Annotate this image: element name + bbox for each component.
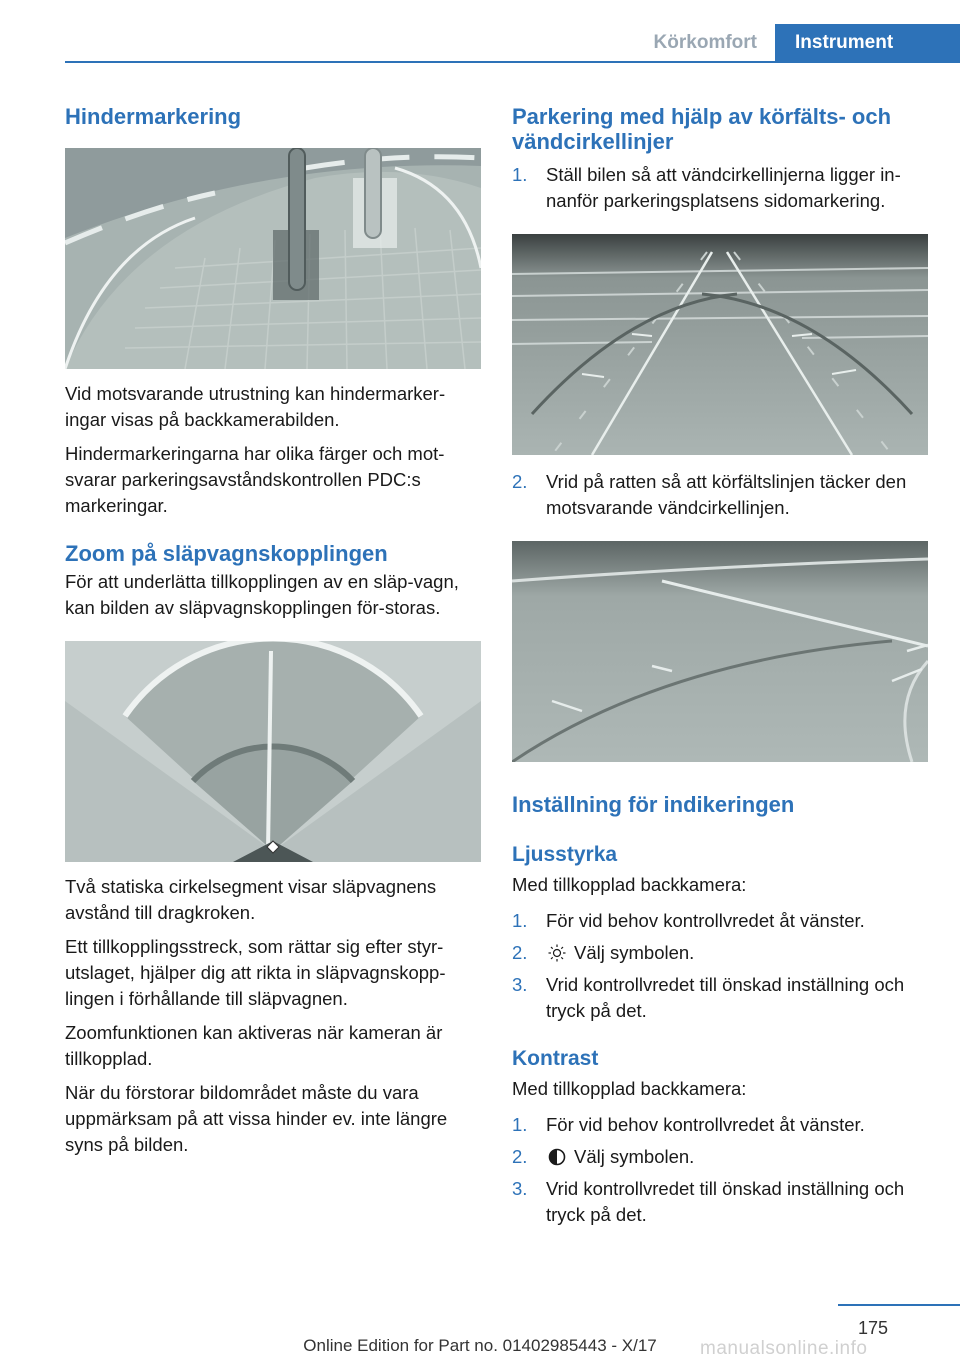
step-text: För vid behov kontrollvredet åt vänster. (546, 910, 865, 931)
list-item (512, 1112, 928, 1138)
step-text: Ställ bilen så att vändcirkellinjerna ligger in-nanför parkeringsplatsens sidomarkering. (546, 164, 901, 211)
trailer-coupling-zoom-figure (65, 641, 481, 862)
list-item (512, 1176, 928, 1228)
section-title-hindermarkering: Hindermarkering (65, 104, 242, 129)
section-title-installning: Inställning för indikeringen (512, 792, 795, 817)
paragraph: Med tillkopplad backkamera: (512, 1078, 747, 1099)
list-item (512, 469, 928, 521)
right-column (512, 100, 928, 1228)
brightness-steps (512, 908, 928, 1024)
step-text: Vrid på ratten så att körfältslinjen täcker den motsvarande vändcirkellinjen. (546, 471, 907, 518)
list-item (512, 1144, 928, 1170)
step-text: Vrid kontrollvredet till önskad inställning och tryck på det. (546, 974, 905, 1021)
tab-instrument[interactable]: Instrument (775, 24, 960, 62)
step-number: 3. (512, 1178, 528, 1199)
list-item (512, 972, 928, 1024)
step-text: Välj symbolen. (574, 1146, 695, 1167)
paragraph: Med tillkopplad backkamera: (512, 874, 747, 895)
step-number: 2. (512, 942, 528, 963)
lane-line-figure (512, 541, 928, 762)
parking-steps-cont (512, 469, 928, 521)
tab-korkomfort[interactable]: Körkomfort (653, 32, 757, 53)
footer-rule (838, 1304, 960, 1306)
obstacle-marking-figure (65, 148, 481, 369)
step-number: 2. (512, 471, 528, 492)
header-rule (65, 61, 960, 63)
subsection-title-ljusstyrka: Ljusstyrka (512, 843, 618, 866)
parking-steps (512, 162, 928, 214)
contrast-steps (512, 1112, 928, 1228)
step-text: För vid behov kontrollvredet åt vänster. (546, 1114, 865, 1135)
step-number: 2. (512, 1146, 528, 1167)
paragraph: Vid motsvarande utrustning kan hindermarker-ingar visas på backkamerabilden. (65, 383, 446, 430)
edition-footer: Online Edition for Part no. 01402985443 - X/17 (303, 1336, 657, 1355)
paragraph: När du förstorar bildområdet måste du vara uppmärksam på att vissa hinder ev. inte längre syns på bilden. (65, 1082, 448, 1155)
section-title-parkering: Parkering med hjälp av körfälts- och vändcirkellinjer (512, 104, 892, 154)
left-column (65, 100, 481, 1158)
contrast-icon (548, 1148, 566, 1166)
step-text: Välj symbolen. (574, 942, 695, 963)
list-item (512, 940, 928, 966)
step-number: 3. (512, 974, 528, 995)
section-title-zoom: Zoom på släpvagnskopplingen (65, 541, 388, 566)
list-item (512, 162, 928, 214)
paragraph: Ett tillkopplingsstreck, som rättar sig efter styr-utslaget, hjälper dig att rikta in släpvagnskopp-lingen i förhållande till släpvagnen. (65, 936, 446, 1009)
step-number: 1. (512, 1114, 528, 1135)
watermark-text: manualsonline.info (700, 1338, 868, 1359)
paragraph: Zoomfunktionen kan aktiveras när kameran är tillkopplad. (65, 1022, 443, 1069)
paragraph: För att underlätta tillkopplingen av en släp-vagn, kan bilden av släpvagnskopplingen för-storas. (65, 571, 459, 618)
step-text: Vrid kontrollvredet till önskad inställning och tryck på det. (546, 1178, 905, 1225)
turning-circle-lines-figure (512, 234, 928, 455)
step-number: 1. (512, 910, 528, 931)
step-number: 1. (512, 164, 528, 185)
list-item (512, 908, 928, 934)
page-number: 175 (858, 1318, 889, 1338)
paragraph: Hindermarkeringarna har olika färger och mot-svarar parkeringsavståndskontrollen PDC:s markeringar. (65, 443, 445, 516)
paragraph: Två statiska cirkelsegment visar släpvagnens avstånd till dragkroken. (65, 876, 437, 923)
subsection-title-kontrast: Kontrast (512, 1047, 599, 1070)
header-tabs (636, 24, 960, 62)
sun-icon (548, 944, 566, 962)
